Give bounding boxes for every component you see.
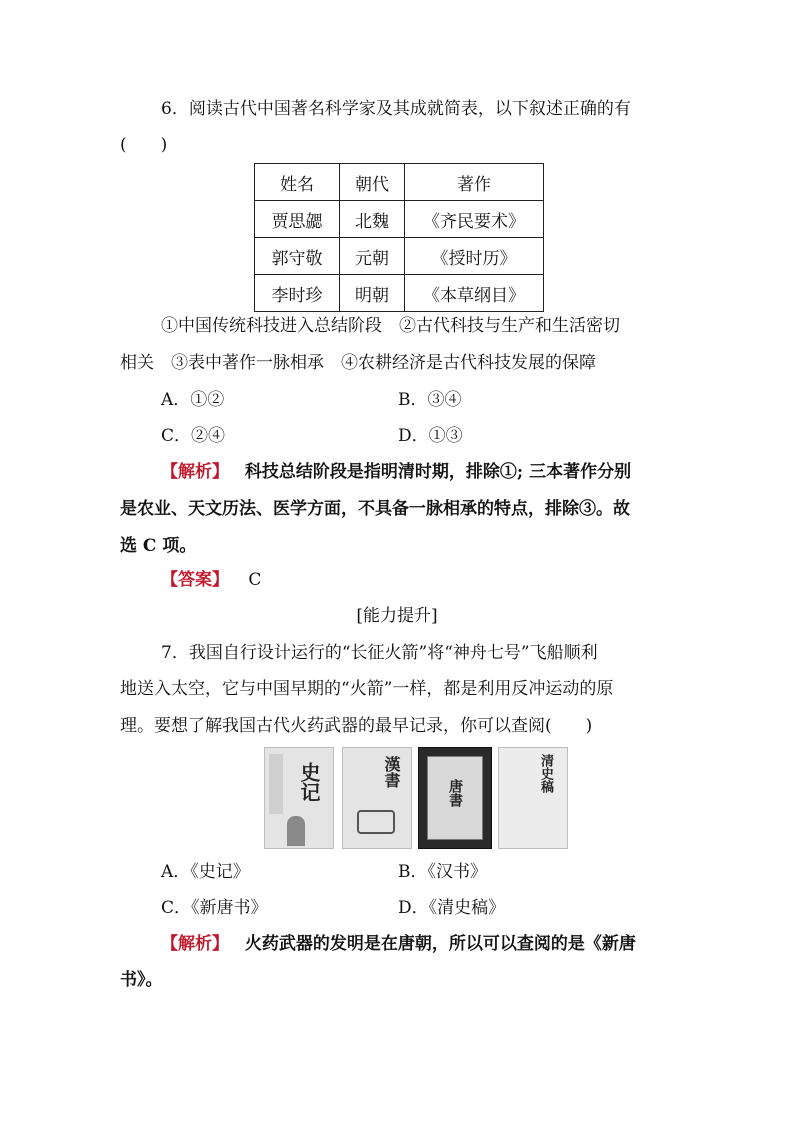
q6-statements-line1: ①中国传统科技进入总结阶段 ②古代科技与生产和生活密切: [161, 316, 620, 336]
table-header: 著作: [405, 164, 544, 201]
cover-panel: [269, 754, 283, 814]
q6-option-c: C．②④: [161, 426, 226, 446]
q6-answer-line: [161, 568, 261, 592]
q6-option-b: B．③④: [398, 390, 462, 410]
table-row: [255, 201, 544, 238]
q7-option-a: A．《史记》: [161, 862, 250, 882]
analysis-text: 火药武器的发明是在唐朝，所以可以查阅的是《新唐: [244, 934, 636, 954]
answer-tag: 【答案】: [161, 570, 229, 590]
book-cover-xintangshu: [418, 747, 492, 849]
table-header: 朝代: [340, 164, 405, 201]
table-header-row: [255, 164, 544, 201]
table-header: 姓名: [255, 164, 340, 201]
book-title-xintangshu: 唐書: [447, 779, 463, 807]
table-cell: 元朝: [340, 238, 405, 275]
book-cover-qingshigao: [498, 747, 568, 849]
table-row: [255, 275, 544, 312]
q6-analysis-line2: 是农业、天文历法、医学方面，不具备一脉相承的特点，排除③。故: [120, 499, 630, 519]
table-cell: 贾思勰: [255, 201, 340, 238]
q7-analysis-line1: [161, 932, 636, 956]
q6-analysis-line3: 选 C 项。: [120, 536, 197, 556]
analysis-tag: 【解析】: [161, 934, 229, 954]
table-row: [255, 238, 544, 275]
q7-stem-line1: 7．我国自行设计运行的“长征火箭”将“神舟七号”飞船顺利: [161, 643, 598, 663]
table-cell: 《齐民要术》: [405, 201, 544, 238]
figure-illustration: [287, 816, 305, 846]
q7-option-d: D．《清史稿》: [398, 898, 506, 918]
q6-statements-line2: 相关 ③表中著作一脉相承 ④农耕经济是古代科技发展的保障: [120, 353, 596, 373]
table-cell: 北魏: [340, 201, 405, 238]
table-cell: 《授时历》: [405, 238, 544, 275]
cover-inner-panel: [427, 756, 483, 840]
table-cell: 《本草纲目》: [405, 275, 544, 312]
book-title-qingshigao: 清史稿: [538, 754, 553, 793]
q7-stem-line2: 地送入太空，它与中国早期的“火箭”一样，都是利用反冲运动的原: [120, 679, 614, 699]
q7-analysis-line2: 书》。: [120, 970, 163, 990]
answer-value: C: [248, 570, 262, 590]
q7-option-b: B．《汉书》: [398, 862, 487, 882]
q7-stem-line3: 理。要想了解我国古代火药武器的最早记录，你可以查阅( ): [120, 716, 593, 736]
chariot-illustration: [357, 810, 395, 834]
analysis-tag: 【解析】: [161, 462, 229, 482]
q6-option-d: D．①③: [398, 426, 463, 446]
q6-analysis-line1: [161, 460, 631, 484]
scientist-table: [254, 163, 544, 312]
q6-stem-line1: 6．阅读古代中国著名科学家及其成就简表，以下叙述正确的有: [161, 99, 631, 119]
section-title: [能力提升]: [356, 606, 438, 626]
table-cell: 李时珍: [255, 275, 340, 312]
q6-answer-blank: ( ): [120, 135, 168, 155]
book-title-shiji: 史记: [297, 762, 321, 802]
table-cell: 明朝: [340, 275, 405, 312]
analysis-text: 科技总结阶段是指明清时期，排除①; 三本著作分别: [244, 462, 632, 482]
table-cell: 郭守敬: [255, 238, 340, 275]
q7-option-c: C．《新唐书》: [161, 898, 268, 918]
book-cover-shiji: [264, 747, 334, 849]
q6-option-a: A．①②: [161, 390, 225, 410]
book-title-hanshu: 漢書: [382, 756, 401, 788]
book-cover-hanshu: [342, 747, 412, 849]
